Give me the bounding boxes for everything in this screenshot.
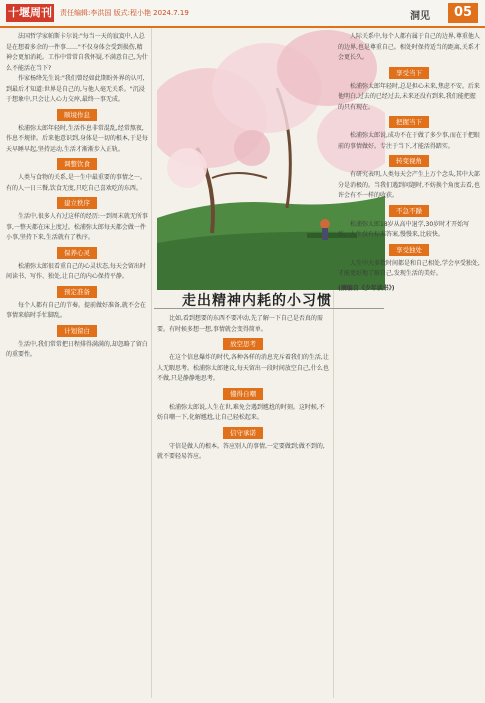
paragraph: 松浦弥太郎很看重自己的心灵状态,每天会留出时间读书、写作、独处,让自己的内心保持平静。 [6,262,146,280]
page-header [0,0,485,28]
section-heading: 懂得自嘲 [223,388,263,400]
paragraph: 人际关系中,每个人都有属于自己的边界,尊重他人的边界,也是尊重自己。相处时保持适当的距离,关系才会更长久。 [338,33,480,61]
paragraph: 松浦弥太郎年轻时,总是担心未来,焦虑不安。后来他明白,过去的已经过去,未来还没有到来,我们能把握的只有现在。 [338,82,480,111]
section-heading: 放空思考 [223,338,263,350]
paragraph: 法国哲学家帕斯卡尔说:"每当一天的寂寞中,人总是在想着多余的一件事……"不仅身体会受到损伤,精神会更加消耗。工作中常常自我怀疑,不满意自己,为什么不能活在当下? [6,33,148,72]
article-column-3 [338,32,480,700]
paragraph: 人类与食物的关系,是一生中最重要的事情之一。有的人一日三餐,饮食无度,只吃自己喜欢吃的东西。 [6,174,146,192]
article-column-1 [6,32,148,700]
paragraph: 生活中,我们常常把日程排得满满的,却忽略了留白的重要性。 [6,340,148,358]
section-heading: 调整饮食 [57,158,97,170]
paragraph: 每个人都有自己的节奏。提前做好准备,就不会在事情来临时手忙脚乱。 [6,301,146,319]
section-heading: 不急不躁 [389,205,429,217]
paragraph: 松浦弥太郎说,人生在世,难免会遇到尴尬的时刻。这时候,不妨自嘲一下,化解尴尬,让自己轻松起来。 [157,403,325,421]
paragraph: 守信是做人的根本。答应别人的事情,一定要做到;做不到的,就不要轻易答应。 [157,442,325,460]
editor-credits: 责任编辑:李洪国 版式:程小艳 2024.7.19 [60,9,189,17]
column-divider [151,28,152,698]
section-heading: 享受独处 [389,244,429,256]
masthead-logo: 十堰周刊 [6,4,54,22]
section-heading: 把握当下 [389,116,429,128]
paragraph: 人生中大多数时间都是和自己相处,学会享受独处,才能更好地了解自己,发现生活的美好。 [338,259,480,277]
source-byline: (摘编自《少年读书》) [338,284,395,292]
section-heading: 建立秩序 [57,197,97,209]
section-heading: 享受当下 [389,67,429,79]
section-heading: 信守承诺 [223,427,263,439]
paragraph: 松浦弥太郎18岁从高中退学,30岁时才开始写作。人生没有标准答案,慢慢来,比较快。 [338,220,470,238]
paragraph: 比如,看到想要的东西不要冲动,先了解一下自己是否真的需要。有时候多想一想,事情就会变得简单。 [157,315,323,333]
paragraph: 松浦弥太郎年轻时,生活作息非常混乱,经常熬夜,作息不规律。后来他意识到,身体是一切的根本,于是每天早睡早起,坚持运动,生活才渐渐步入正轨。 [6,124,148,153]
paragraph: 松浦弥太郎说,成功不在于做了多少事,而在于把眼前的事情做好。专注于当下,才能活得踏实。 [338,132,480,150]
section-heading: 顺境作息 [57,109,97,121]
article-column-2 [157,314,329,700]
paragraph: 生活中,很多人有过这样的经历:一到周末就无所事事,一整天都在床上度过。松浦弥太郎每天都会做一件小事,坚持下来,生活就有了秩序。 [6,213,148,241]
paragraph: 有研究表明,人类每天会产生上万个念头,其中大部分是消极的。当我们遇到问题时,不妨换个角度去看,也许会有不一样的收获。 [338,171,480,199]
paragraph: 作家杨绛先生说:"我们曾经如此期盼外界的认可,到最后才知道:世界是自己的,与他人毫无关系。"沉浸于想象中,只会让人心力交瘁,最终一事无成。 [6,75,145,103]
section-heading: 保养心灵 [57,247,97,259]
page-number: 05 [448,3,478,23]
article-title: 走出精神内耗的小习惯 [182,293,332,309]
section-heading: 预定准备 [57,286,97,298]
paragraph: 在这个信息爆炸的时代,各种各样的消息充斥着我们的生活,让人无暇思考。松浦弥太郎建议,每天留出一段时间放空自己,什么也不做,只是静静地思考。 [157,354,329,382]
section-heading: 转变视角 [389,155,429,167]
section-heading: 计划留白 [57,325,97,337]
section-name: 洞见 [410,11,430,22]
